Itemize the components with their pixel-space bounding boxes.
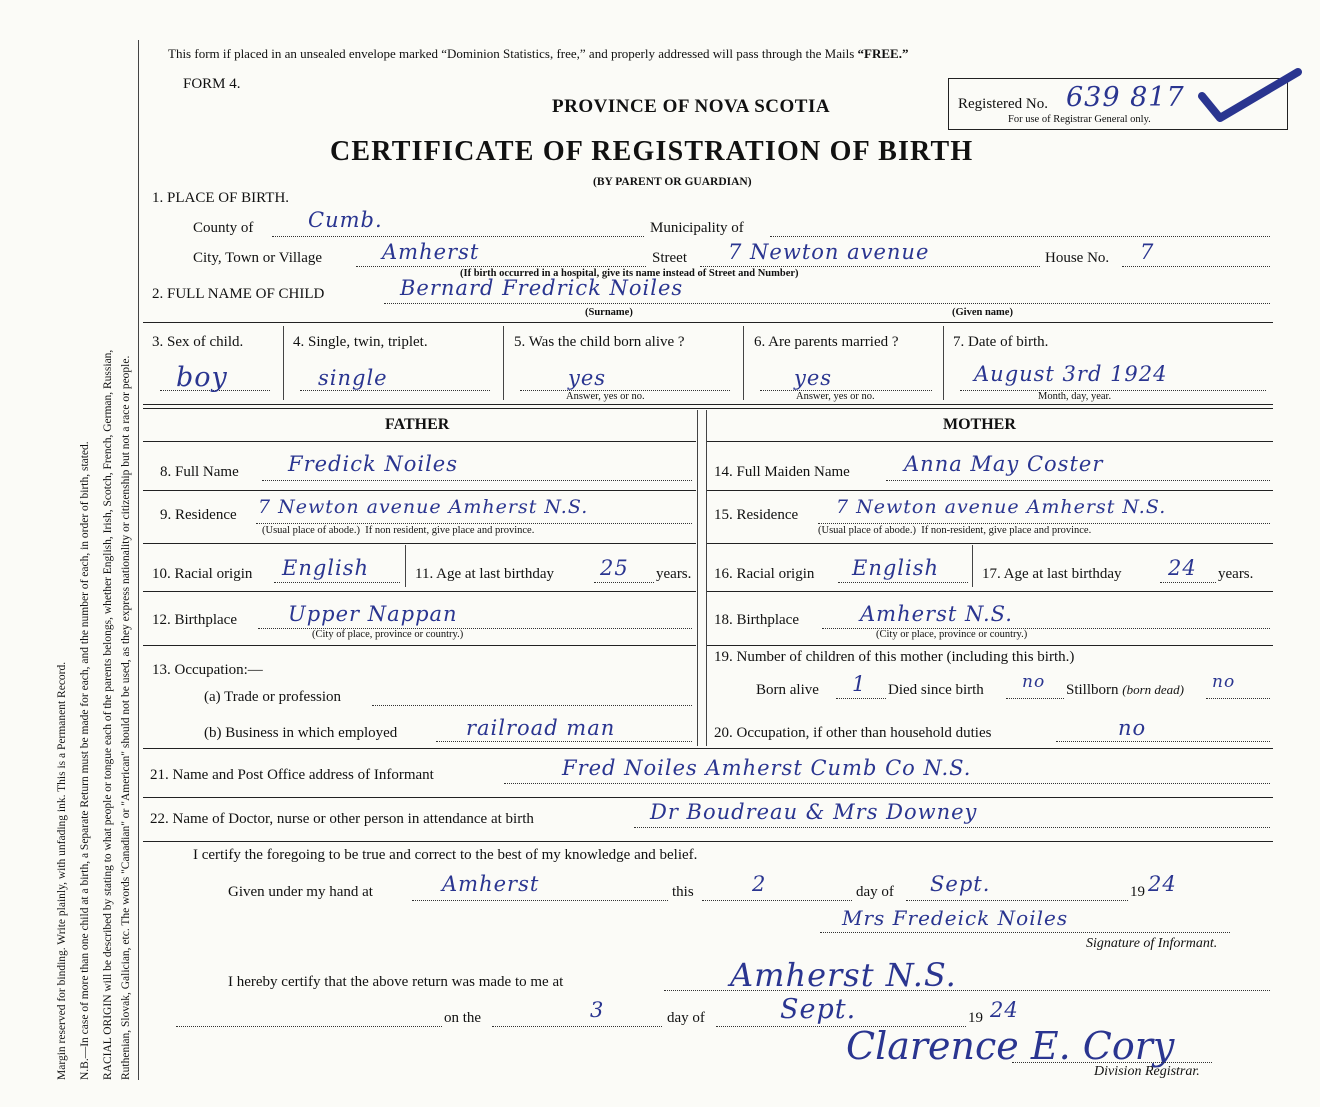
mother-age-label: 17. Age at last birthday: [982, 566, 1122, 582]
mother-age-unit: years.: [1218, 566, 1254, 582]
informant-signature: Mrs Fredeick Noiles: [842, 906, 1069, 930]
given-place-field[interactable]: Amherst: [442, 872, 540, 896]
street-label: Street: [652, 250, 687, 266]
sex-label: 3. Sex of child.: [152, 334, 244, 350]
margin-note-racial-origin-2: Ruthenian, Slovak, Galician, etc. The words "Canadian" or "American" should not be used, as they express nationality or citizenship but not a race or people.: [120, 355, 132, 1080]
city-label: City, Town or Village: [193, 250, 323, 266]
given-month-field[interactable]: Sept.: [930, 872, 991, 896]
doctor-label: 22. Name of Doctor, nurse or other person in attendance at birth: [150, 811, 534, 827]
this-label: this: [672, 884, 694, 900]
informant-signature-label: Signature of Informant.: [1086, 936, 1218, 951]
given-day-field[interactable]: 2: [752, 872, 767, 896]
surname-note: (Surname): [585, 307, 633, 318]
born-alive-note: Answer, yes or no.: [566, 391, 645, 402]
trade-label: (a) Trade or profession: [204, 689, 342, 705]
given-year-field[interactable]: 24: [1148, 872, 1177, 896]
father-city-note: (City of place, province or country.): [312, 629, 464, 640]
child-name-label: 2. FULL NAME OF CHILD: [152, 286, 325, 302]
date-of-birth-field[interactable]: August 3rd 1924: [974, 362, 1168, 386]
city-field[interactable]: Amherst: [382, 240, 480, 264]
father-age-label: 11. Age at last birthday: [415, 566, 554, 582]
born-alive-label: 5. Was the child born alive ?: [514, 334, 685, 350]
county-label: County of: [193, 220, 254, 236]
mother-racial-label: 16. Racial origin: [714, 566, 815, 582]
father-abode-note: (Usual place of abode.) If non resident, give place and province.: [262, 525, 535, 536]
mother-occupation-label: 20. Occupation, if other than household duties: [714, 725, 992, 741]
business-field[interactable]: railroad man: [466, 716, 616, 740]
informant-label: 21. Name and Post Office address of Informant: [150, 767, 434, 783]
mother-birthplace-label: 18. Birthplace: [714, 612, 799, 628]
child-name-field[interactable]: Bernard Fredrick Noiles: [400, 276, 684, 300]
died-since-birth-label: Died since birth: [888, 682, 984, 698]
parents-married-note: Answer, yes or no.: [796, 391, 875, 402]
father-racial-field[interactable]: English: [282, 556, 370, 580]
registrar-year-prefix: 19: [968, 1010, 983, 1026]
mother-residence-field[interactable]: 7 Newton avenue Amherst N.S.: [836, 496, 1167, 518]
registrar-on-the-label: on the: [444, 1010, 482, 1026]
registrar-year-field[interactable]: 24: [990, 998, 1019, 1022]
parents-married-label: 6. Are parents married ?: [754, 334, 899, 350]
plurality-label: 4. Single, twin, triplet.: [293, 334, 428, 350]
died-since-birth-field[interactable]: no: [1022, 672, 1046, 692]
father-age-unit: years.: [656, 566, 692, 582]
mother-residence-label: 15. Residence: [714, 507, 799, 523]
mother-age-field[interactable]: 24: [1168, 556, 1197, 580]
mother-birthplace-field[interactable]: Amherst N.S.: [860, 602, 1013, 626]
date-of-birth-label: 7. Date of birth.: [953, 334, 1049, 350]
father-name-label: 8. Full Name: [160, 464, 239, 480]
registrar-signature-label: Division Registrar.: [1094, 1064, 1200, 1079]
mother-occupation-field[interactable]: no: [1118, 716, 1147, 740]
given-year-prefix: 19: [1130, 884, 1145, 900]
plurality-field[interactable]: single: [318, 366, 388, 390]
registered-number: 639 817: [1066, 82, 1185, 113]
registered-label: Registered No.: [958, 96, 1048, 112]
stillborn-label: Stillborn (born dead): [1066, 682, 1185, 698]
municipality-label: Municipality of: [650, 220, 744, 236]
certificate-subtitle: (BY PARENT OR GUARDIAN): [593, 176, 752, 188]
registrar-day-of-label: day of: [667, 1010, 705, 1026]
father-heading: FATHER: [385, 416, 450, 433]
given-name-note: (Given name): [952, 307, 1013, 318]
registrar-month-field[interactable]: Sept.: [780, 994, 857, 1025]
father-residence-label: 9. Residence: [160, 507, 237, 523]
given-day-of-label: day of: [856, 884, 894, 900]
mother-racial-field[interactable]: English: [852, 556, 940, 580]
province-heading: PROVINCE OF NOVA SCOTIA: [552, 96, 831, 117]
mother-city-note: (City or place, province or country.): [876, 629, 1028, 640]
informant-field[interactable]: Fred Noiles Amherst Cumb Co N.S.: [562, 756, 972, 780]
binding-margin-line: [138, 40, 139, 1080]
business-label: (b) Business in which employed: [204, 725, 398, 741]
sex-field[interactable]: boy: [176, 362, 228, 393]
father-racial-label: 10. Racial origin: [152, 566, 253, 582]
father-residence-field[interactable]: 7 Newton avenue Amherst N.S.: [258, 496, 589, 518]
hospital-note: (If birth occurred in a hospital, give its name instead of Street and Number): [460, 268, 799, 279]
born-alive-count-label: Born alive: [756, 682, 819, 698]
form-number: FORM 4.: [183, 76, 241, 92]
born-alive-field[interactable]: yes: [568, 366, 607, 390]
stillborn-field[interactable]: no: [1212, 672, 1236, 692]
parents-married-field[interactable]: yes: [794, 366, 833, 390]
house-number-field[interactable]: 7: [1140, 240, 1155, 264]
born-alive-count-field[interactable]: 1: [852, 672, 867, 696]
mother-name-label: 14. Full Maiden Name: [714, 464, 850, 480]
doctor-field[interactable]: Dr Boudreau & Mrs Downey: [650, 800, 978, 824]
children-count-label: 19. Number of children of this mother (including this birth.): [714, 649, 1075, 665]
street-field[interactable]: 7 Newton avenue: [728, 240, 930, 264]
margin-note-binding: Margin reserved for binding. Write plainly, with unfading ink. This is a Permanent Record.: [56, 661, 68, 1080]
place-of-birth-heading: 1. PLACE OF BIRTH.: [152, 190, 290, 206]
mother-heading: MOTHER: [943, 416, 1016, 433]
checkmark-icon: [1198, 66, 1303, 124]
registrar-signature: Clarence E. Cory: [846, 1024, 1175, 1068]
margin-note-multiple-birth: N.B.—In case of more than one child at a birth, a Separate Return must be made for each, and the number of each, in order of birth, stated.: [79, 441, 91, 1080]
certificate-title: CERTIFICATE OF REGISTRATION OF BIRTH: [330, 136, 974, 167]
father-birthplace-label: 12. Birthplace: [152, 612, 237, 628]
registrar-day-field[interactable]: 3: [590, 998, 605, 1022]
county-field[interactable]: Cumb.: [308, 208, 383, 232]
mother-name-field[interactable]: Anna May Coster: [904, 452, 1104, 476]
father-birthplace-field[interactable]: Upper Nappan: [288, 602, 458, 626]
margin-note-racial-origin: RACIAL ORIGIN will be described by stating to what people or tongue each of the parents belongs, whether English, Irish, Scotch, French, German, Russian,: [102, 349, 114, 1080]
registrar-statement: I hereby certify that the above return was made to me at: [228, 974, 564, 990]
registrar-place-field[interactable]: Amherst N.S.: [730, 956, 957, 994]
father-name-field[interactable]: Fredick Noiles: [288, 452, 459, 476]
date-of-birth-note: Month, day, year.: [1038, 391, 1112, 402]
registrar-use-note: For use of Registrar General only.: [1008, 114, 1151, 125]
father-age-field[interactable]: 25: [600, 556, 629, 580]
postal-notice: This form if placed in an unsealed envelope marked “Dominion Statistics, free,” and properly addressed will pass through the Mails “FREE.”: [168, 46, 909, 61]
certify-statement: I certify the foregoing to be true and correct to the best of my knowledge and belief.: [193, 847, 698, 863]
mother-abode-note: (Usual place of abode.) If non-resident, give place and province.: [818, 525, 1092, 536]
occupation-label: 13. Occupation:—: [152, 662, 263, 678]
house-number-label: House No.: [1045, 250, 1110, 266]
given-under-hand-label: Given under my hand at: [228, 884, 373, 900]
